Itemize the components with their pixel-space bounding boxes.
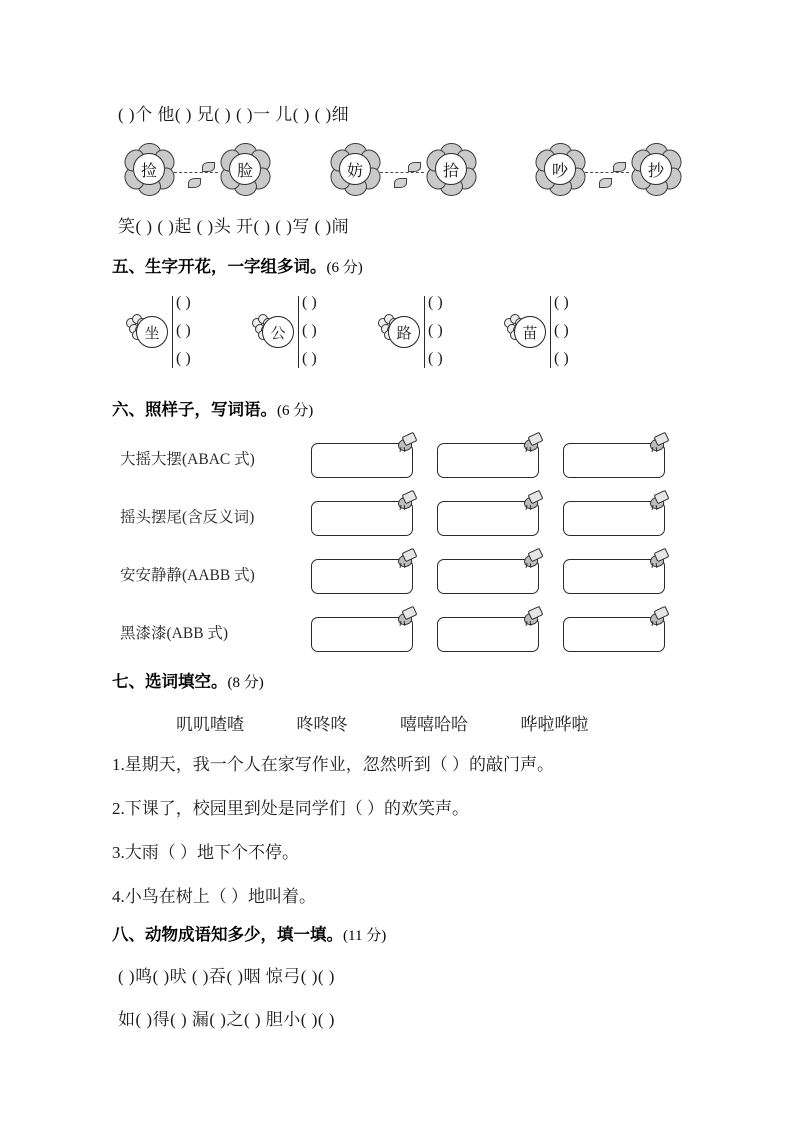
pattern-example-4: 黑漆漆(ABB 式) [120,625,229,642]
flower-pair-3 [533,142,681,198]
brace-line [298,296,299,368]
word-bank-item: 哗啦哗啦 [520,715,589,734]
answer-box[interactable] [563,617,665,652]
flower-right-3 [629,142,681,194]
leaf-icon [599,178,612,188]
section-four-bottom-row: 笑( ) ( )起 ( )头 开( ) ( )写 ( )闹 [118,217,350,236]
flower-pair-2 [328,142,476,198]
brace-line [550,296,551,368]
word-bank [176,710,589,735]
pattern-example-1: 大摇大摆(ABAC 式) [120,451,255,468]
leaf-icon [613,162,626,172]
flower-right-2 [424,142,476,194]
section-seven-heading: 七、选词填空。 [112,673,228,691]
brace-line [172,296,173,368]
flower-pair-1 [122,142,270,198]
section-five-title [112,253,363,277]
seed-character: 坐 [136,316,168,348]
leaf-icon [202,162,215,172]
pattern-example-3: 安安静静(AABB 式) [120,567,255,584]
answer-box[interactable] [311,617,413,652]
answer-blank: ( ) [176,294,191,311]
flower-right-1 [218,142,270,194]
answer-blank: ( ) [302,350,317,367]
answer-box[interactable] [563,443,665,478]
leaf-icon [408,162,421,172]
question-item: 3.大雨（ ）地下个不停。 [112,843,299,862]
leaf-icon [188,178,201,188]
answer-box[interactable] [437,501,539,536]
answer-blank: ( ) [428,294,443,311]
section-eight-row-two: 如( )得( ) 漏( )之( ) 胆小( )( ) [118,1010,335,1029]
flower-character: 吵 [544,153,576,185]
section-eight-title [112,921,386,945]
flower-character: 捡 [133,153,165,185]
section-five-points: (6 分) [326,260,363,276]
leaf-icon [394,178,407,188]
answer-box[interactable] [311,559,413,594]
question-item: 1.星期天，我一个人在家写作业，忽然听到（ ）的敲门声。 [112,755,554,774]
section-eight-heading: 八、动物成语知多少，填一填。 [112,926,343,944]
section-six-heading: 六、照样子，写词语。 [112,401,277,419]
brace-line [424,296,425,368]
answer-blank: ( ) [302,294,317,311]
answer-box[interactable] [437,617,539,652]
flower-character: 抄 [640,153,672,185]
section-eight-row-one: ( )鸣( )吠 ( )吞( )咽 惊弓( )( ) [118,967,335,986]
flower-character: 妨 [339,153,371,185]
section-seven-points: (8 分) [227,675,264,691]
section-five-heading: 五、生字开花，一字组多词。 [112,258,327,276]
answer-box[interactable] [437,559,539,594]
question-item: 4.小鸟在树上（ ）地叫着。 [112,887,316,906]
pattern-example-2: 摇头摆尾(含反义词) [120,509,255,526]
answer-blank: ( ) [554,350,569,367]
section-eight-points: (11 分) [343,928,387,944]
answer-box[interactable] [311,501,413,536]
answer-blank: ( ) [176,350,191,367]
seed-character: 苗 [514,316,546,348]
word-bank-item: 叽叽喳喳 [176,715,244,734]
word-bank-item: 咚咚咚 [296,715,348,734]
answer-blank: ( ) [554,322,569,339]
answer-blank: ( ) [554,294,569,311]
answer-blank: ( ) [428,350,443,367]
seed-group-1 [126,296,256,368]
seed-character: 公 [262,316,294,348]
word-bank-item: 嘻嘻哈哈 [400,715,468,734]
flower-character: 脸 [229,153,261,185]
seed-character: 路 [388,316,420,348]
flower-left-1 [122,142,174,194]
answer-box[interactable] [563,501,665,536]
answer-blank: ( ) [302,322,317,339]
section-six-points: (6 分) [277,403,314,419]
seed-group-4 [504,296,634,368]
answer-box[interactable] [437,443,539,478]
answer-blank: ( ) [428,322,443,339]
answer-box[interactable] [563,559,665,594]
answer-blank: ( ) [176,322,191,339]
seed-group-2 [252,296,382,368]
answer-box[interactable] [311,443,413,478]
section-six-title [112,396,313,420]
section-seven-title [112,668,264,692]
flower-left-2 [328,142,380,194]
section-four-top-row: ( )个 他( ) 兄( ) ( )一 儿( ) ( )细 [118,105,350,124]
flower-character: 拾 [435,153,467,185]
seed-group-3 [378,296,508,368]
flower-left-3 [533,142,585,194]
question-item: 2.下课了，校园里到处是同学们（ ）的欢笑声。 [112,799,469,818]
